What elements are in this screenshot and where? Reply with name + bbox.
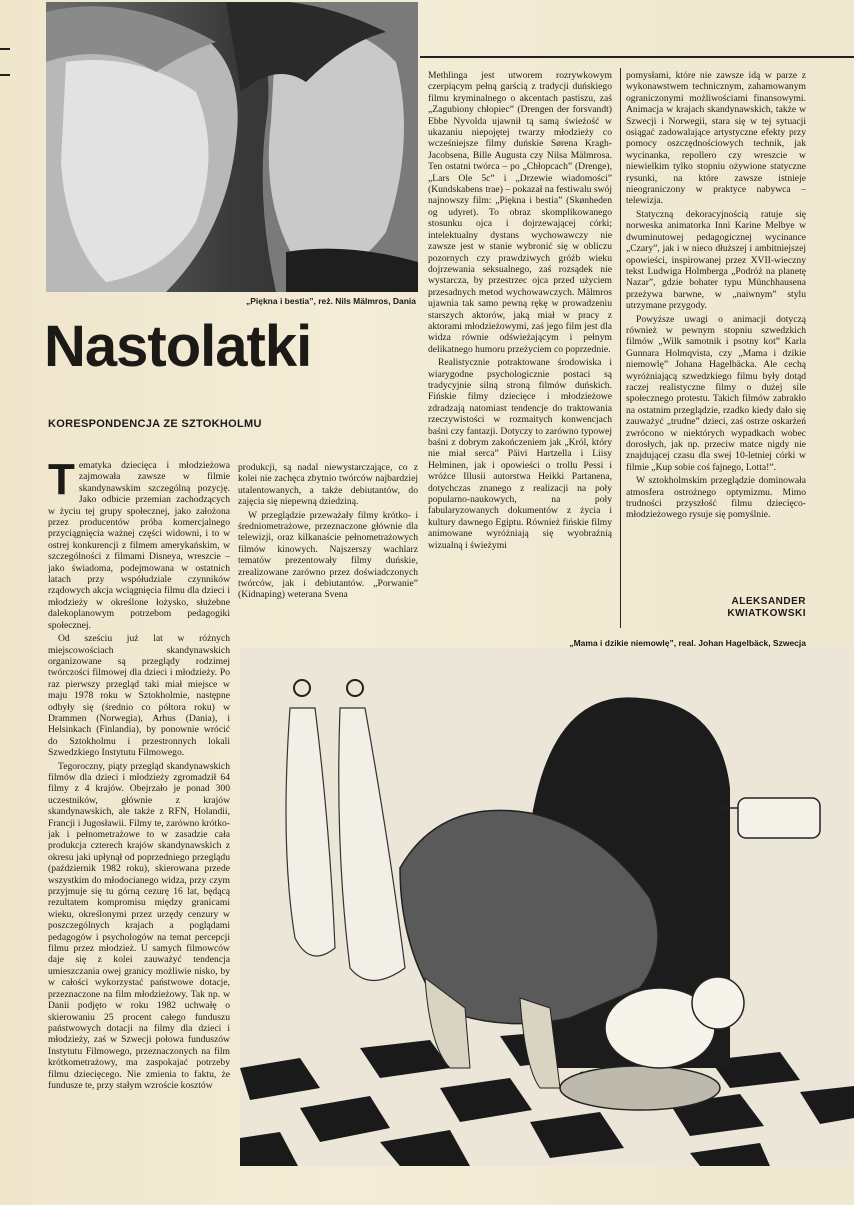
paragraph: Od sześciu już lat w różnych miejscowościach skandynawskich organizowane są przeglądy rodzimej twórczości filmowej dla dzieci i młodzieży. Po raz pierwszy przegląd taki miał miejsce w maju 1978 roku w Sztokholmie, następne odbyły się (średnio co półtora roku) w Drammen (Norwegia), Arhus (Dania), i Helsinkach (Finlandia), by ponownie wrócić do Sztokholmu i przestronnych lokali Szwedzkiego Instytutu Filmowego. — [48, 633, 230, 759]
text-column-1 — [48, 460, 230, 1200]
text-column-3 — [428, 70, 612, 630]
drop-cap: T — [48, 460, 75, 504]
edge-mark — [0, 74, 10, 76]
paragraph: Methlinga jest utworem rozrywkowym czerpiącym pełną garścią z tradycji duńskiego filmu kryminalnego o akcentach pastiszu, zaś „Zagubiony chłopiec” (Drengen der forsvandt) Ebbe Nyvolda ujawnił tą samą świeżość w ukazaniu niepojętej twarzy młodzieży co wcześniejsze filmy duńskie Sørena Kragh-Jacobsena, Bille Augusta czy Nilsa Mälmrosa. Ten ostatni twórca – po „Chłopcach” (Drenge), „Lars Ole 5c” i „Drzewie wiadomości” (Kundskabens trae) – pokazał na festiwalu swój najnowszy film: „Piękna i bestia” (Skønheden og udyret). To obraz skomplikowanego stosunku ojca i dojrzewającej córki; intelektualny dystans wychowawczy nie zawsze jest w stanie wybronić się w obliczu pozornych czy prawdziwych gróźb wieku dojrzewania seksualnego, zaś rozsądek nie wystarcza, by przestrzec ojca przed użyciem przesadnych metod wychowawczych. Mälmros ujawnia tak samo pewną rękę w prowadzeniu starszych aktorów, jaką miał w pracy z aktorami młodzieżowymi, zaś jego film jest dla widza równie odświeżającym i pełnym delikatnego humoru przeżyciem co poprzednie. — [428, 70, 612, 355]
paragraph: Realistycznie potraktowane środowiska i wiarygodne psychologicznie postaci są tradycyjnie silną stroną filmów duńskich. Fińskie filmy dziecięce i młodzieżowe zdradzają natomiast tendencje do traktowania rzeczywistości w rozmaitych konwencjach baśni czy fantazji. Dotyczy to zarówno typowej baśni z dobrym zakończeniem jak „Król, który nie miał serca” Päivi Hartzella i Liisy Helminen, jak i opowieści o trollu Pessi i wróżce Illusii autorstwa Heikki Partanena, dotychczas znanego z realizacji na poły popularno-naukowych, na poły fabularyzowanych dokumentów z życia i kultury dawnego Egiptu. Również fińskie filmy animowane wyróżniają się wyobraźnią wizualną i świeżymi — [428, 357, 612, 551]
paragraph: Statyczną dekoracyjnością ratuje się norweska animatorka Inni Karine Melbye w dwuminutowej pedagogicznej wycinance „Czary”, jak i w nieco dłuższej i ambitniejszej opowieści, inspirowanej przez XVII-wieczny tekst Ludwiga Holmberga „Podróż na planetę Nazar”, gdzie bohater typu Münchhausena przeżywa barwne, w „naiwnym” stylu utrzymane przygody. — [626, 208, 806, 312]
paragraph: Powyższe uwagi o animacji dotyczą również w pewnym stopniu szwedzkich filmów „Wilk samotnik i psotny kot” Karla Gunnara Holmqvista, czy „Mama i dzikie niemowlę” Johana Hagelbäcka. Ale cechą wyróżniającą szwedzkiego filmu były dotąd raczej realistyczne filmy o dużej sile społecznego protestu. Takich filmów zabrakło na ostatnim przeglądzie, rzadko kiedy dało się zauważyć „trudne” dzieci, zaś ostrze oskarżeń zwrócono w niektórych wypadkach wobec dorosłych, jak np. przeciw matce nigdy nie znajdującej czasu dla swej 10-letniej córki w filmie „Kup sobie coś fajnego, Lotta!”. — [626, 313, 806, 473]
edge-mark — [0, 48, 10, 50]
wash-tub — [560, 1066, 720, 1110]
paragraph: produkcji, są nadal niewystarczające, co z kolei nie zachęca zbytnio twórców najbardziej utalentowanych, a także debiutantów, do zajęcia się niepewną dziedziną. — [238, 462, 418, 508]
photo-caption: „Piękna i bestia”, reż. Nils Mälmros, Dania — [245, 296, 416, 306]
paragraph: W przeglądzie przeważały filmy krótko- i średniometrażowe, przeznaczone głównie dla telewizji, oraz kilkanaście pełnometrażowych filmów kinowych. Najszerszy wachlarz tematów prezentowały filmy duńskie, zrealizowane zarówno przez doświadczonych twórców, jak i debiutantów. „Porwanie” (Kidnaping) weterana Svena — [238, 509, 418, 601]
paragraph: Tematyka dziecięca i młodzieżowa zajmowała zawsze w filmie skandynawskim szczególną pozycję. Jako odbicie przemian zachodzących w życiu tej grupy społecznej, jako założona przez producentów próba komercjalnego przyciągnięcia ważnej części widowni, i to w ostrej konkurencji z filmem amerykańskim, w szczególności z filmami Disneya, wreszcie – jako świadoma, podejmowana w ostatnich latach przy współudziale czynników rządowych akcja wciągnięcia filmu dla dzieci i młodzieży w określone łożysko, służebne dalekoplanowym potrzebom pedagogiki społecznej. — [48, 460, 230, 631]
film-illustration — [240, 648, 854, 1166]
header-rule — [420, 56, 854, 58]
paragraph: pomysłami, które nie zawsze idą w parze z wykonawstwem technicznym, zahamowanym ograniczonymi możliwościami finansowymi. Animacja w krajach skandynawskich, także w Szwecji i Norwegii, stara się w tej sytuacji osiągać zadowalające artystyczne efekty przy pomocy oszczędnościowych technik, jak wycinanka, repollero czy wreszcie w niewielkim tylko stopniu ożywione statyczne rysunki, na które zawsze istnieje nieograniczony w praktyce nabywca – telewizja. — [626, 70, 806, 207]
paragraph: Tegoroczny, piąty przegląd skandynawskich filmów dla dzieci i młodzieży zgromadził 64 filmy z 4 krajów. Obejrzało je ponad 300 uczestników, głównie z krajów skandynawskich, ale także z RFN, Holandii, Francji i Jugosławii. Filmy te, zarówno krótko- jak i pełnometrażowe to w zasadzie cała produkcja czterech krajów skandynawskich z okresu jaki upłynął od poprzedniego przeglądu (październik 1982 roku), skierowana przede wszystkim do młodocianego widza, przy czym przyjmuje się tu górną cezurę 16 lat, będącą rezultatem kompromisu między granicami wieku, określonymi przez urzędy cenzury w poszczególnych krajach a poglądami pedagogów i psychologów na temat percepcji filmu przez młodzież. U samych filmowców daje się z kolei zauważyć tendencja umieszczania owej granicy możliwie nisko, by w całości wykorzystać państwowe dotacje, przeznaczone na film młodzieżowy. Tak np. w Danii podjęto w roku 1982 uchwałę o skierowaniu 25 procent całego funduszu państwowych dotacji na filmy dla dzieci i młodzieży, zaś w Szwecji połowa funduszów Instytutu Filmowego, przeznaczonych na film krótkometrażowy, ma zaspokajać potrzeby filmu dziecięcego. Nie zmienia to faktu, że fundusze te, przy stałym wzroście kosztów — [48, 760, 230, 1091]
article-subtitle: KORESPONDENCJA ZE SZTOKHOLMU — [48, 418, 262, 430]
column-rule — [620, 68, 621, 628]
illustration-caption: „Mama i dzikie niemowlę”, real. Johan Hagelbäck, Szwecja — [569, 638, 806, 648]
text-column-4 — [626, 70, 806, 590]
text-column-2 — [238, 462, 418, 632]
author-byline: ALEKSANDER KWIATKOWSKI — [727, 596, 806, 619]
film-still-photo — [46, 2, 418, 292]
paragraph: W sztokholmskim przeglądzie dominowała atmosfera ostrożnego optymizmu. Mimo trudności przyszłość filmu dziecięco-młodzieżowego rysuje się pomyślnie. — [626, 475, 806, 521]
article-title: Nastolatki — [44, 314, 312, 379]
